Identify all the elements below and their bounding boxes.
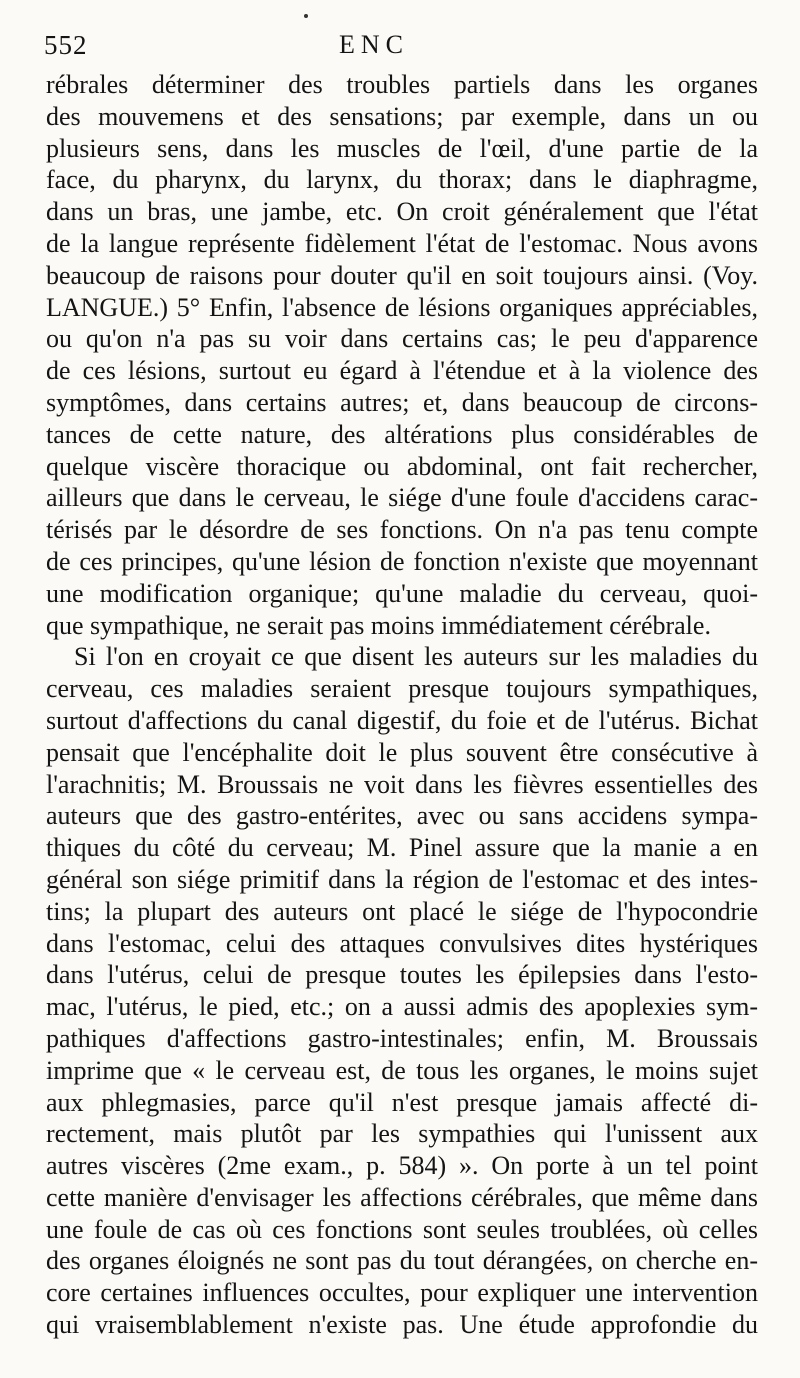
text-line: autres viscères (2me exam., p. 584) ». On porte à un tel point: [46, 1151, 758, 1181]
text-line: une modification organique; qu'une maladie du cerveau, quoi-: [46, 578, 758, 608]
text-line: dans l'estomac, celui des attaques convulsives dites hystériques: [46, 928, 758, 958]
text-line: pensait que l'encéphalite doit le plus souvent être consécutive à: [46, 737, 758, 767]
text-line: mac, l'utérus, le pied, etc.; on a aussi admis des apoplexies sym-: [46, 992, 758, 1022]
text-line: tances de cette nature, des altérations plus considérables de: [46, 419, 758, 449]
text-line: thiques du côté du cerveau; M. Pinel assure que la manie a en: [46, 833, 758, 863]
text-line: ailleurs que dans le cerveau, le siége d'une foule d'accidens carac-: [46, 483, 758, 513]
text-line: une foule de cas où ces fonctions sont seules troublées, où celles: [46, 1214, 758, 1244]
text-line: face, du pharynx, du larynx, du thorax; dans le diaphragme,: [46, 165, 758, 195]
text-line: beaucoup de raisons pour douter qu'il en soit toujours ainsi. (Voy.: [46, 260, 758, 290]
page-number: 552: [44, 30, 88, 60]
text-line: rébrales déterminer des troubles partiels dans les organes: [46, 70, 758, 99]
text-line: aux phlegmasies, parce qu'il n'est presque jamais affecté di-: [46, 1087, 758, 1117]
text-line: cerveau, ces maladies seraient presque toujours sympathiques,: [46, 674, 758, 704]
text-line: symptômes, dans certains autres; et, dans beaucoup de circons-: [46, 387, 758, 417]
text-line: pathiques d'affections gastro-intestinales; enfin, M. Broussais: [46, 1023, 758, 1053]
text-line: LANGUE.) 5° Enfin, l'absence de lésions organiques appréciables,: [46, 292, 758, 322]
text-line: de ces lésions, surtout eu égard à l'étendue et à la violence des: [46, 356, 758, 386]
text-line: ou qu'on n'a pas su voir dans certains cas; le peu d'apparence: [46, 324, 758, 354]
text-line: de la langue représente fidèlement l'état de l'estomac. Nous avons: [46, 228, 758, 258]
text-line: cette manière d'envisager les affections cérébrales, que même dans: [46, 1182, 758, 1212]
text-line: général son siége primitif dans la région de l'estomac et des intes-: [46, 864, 758, 894]
text-line: surtout d'affections du canal digestif, du foie et de l'utérus. Bichat: [46, 705, 758, 735]
ink-dot: [304, 14, 308, 18]
text-line: dans l'utérus, celui de presque toutes les épilepsies dans l'esto-: [46, 960, 758, 990]
page-header: [44, 30, 756, 66]
text-line: des mouvemens et des sensations; par exemple, dans un ou: [46, 101, 758, 131]
text-line: l'arachnitis; M. Broussais ne voit dans les fièvres essentielles des: [46, 769, 758, 799]
text-line: rectement, mais plutôt par les sympathies qui l'unissent aux: [46, 1119, 758, 1149]
body-text: [46, 69, 758, 1341]
text-line: core certaines influences occultes, pour expliquer une intervention: [46, 1278, 758, 1308]
text-line: que sympathique, ne serait pas moins immédiatement cérébrale.: [46, 610, 711, 640]
text-line: dans un bras, une jambe, etc. On croit généralement que l'état: [46, 197, 758, 227]
text-line: imprime que « le cerveau est, de tous les organes, le moins sujet: [46, 1055, 758, 1085]
text-line: quelque viscère thoracique ou abdominal, ont fait rechercher,: [46, 451, 758, 481]
text-line: auteurs que des gastro-entérites, avec ou sans accidens sympa-: [46, 801, 758, 831]
running-head: ENC: [339, 30, 409, 59]
text-line: qui vraisemblablement n'existe pas. Une étude approfondie du: [46, 1310, 758, 1340]
text-line: des organes éloignés ne sont pas du tout dérangées, on cherche en-: [46, 1246, 758, 1276]
text-line: plusieurs sens, dans les muscles de l'œil, d'une partie de la: [46, 133, 758, 163]
text-line: Si l'on en croyait ce que disent les auteurs sur les maladies du: [74, 642, 758, 672]
text-line: de ces principes, qu'une lésion de fonction n'existe que moyennant: [46, 546, 758, 576]
text-line: térisés par le désordre de ses fonctions. On n'a pas tenu compte: [46, 515, 758, 545]
text-line: tins; la plupart des auteurs ont placé le siége de l'hypocondrie: [46, 896, 758, 926]
